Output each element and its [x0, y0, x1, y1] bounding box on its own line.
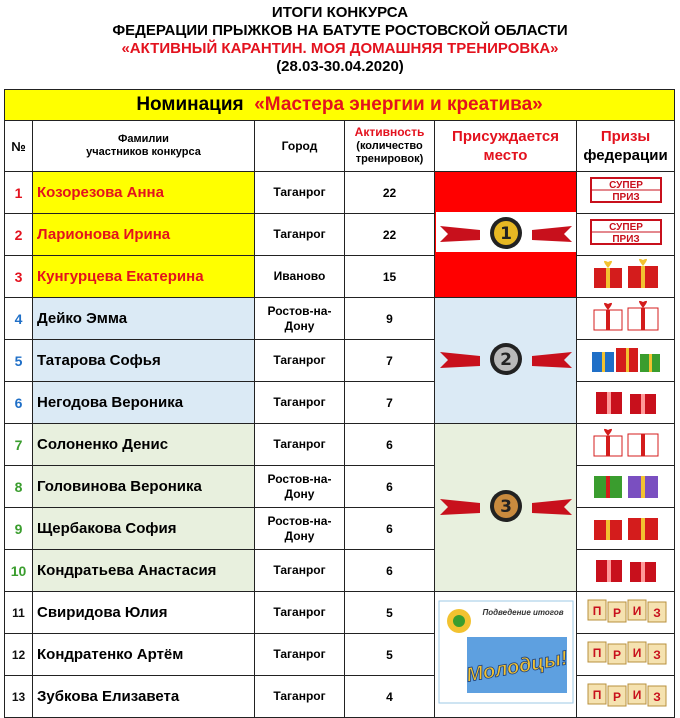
row-num: 9	[5, 508, 33, 550]
place-third-cell	[435, 424, 577, 592]
priz-letter-4: З	[652, 606, 661, 620]
row-activity: 5	[345, 592, 435, 634]
place-card-cell	[435, 592, 577, 718]
row-activity: 4	[345, 676, 435, 718]
row-city: Таганрог	[255, 382, 345, 424]
nomination-title: «Мастера энергии и креатива»	[254, 94, 543, 115]
row-num: 1	[5, 172, 33, 214]
col-prizes	[577, 121, 675, 172]
table-row	[5, 424, 675, 466]
second-place-number: 2	[499, 350, 512, 370]
prize-cell	[577, 466, 675, 508]
prize-cell	[577, 550, 675, 592]
prize-cell	[577, 424, 675, 466]
second-place-ribbon-icon	[436, 338, 576, 378]
row-city: Ростов-на-Дону	[255, 466, 345, 508]
col-prizes-line1: Призы	[600, 128, 651, 145]
row-num: 8	[5, 466, 33, 508]
row-num: 5	[5, 340, 33, 382]
row-city: Таганрог	[255, 676, 345, 718]
gift-boxes-icon	[586, 424, 666, 460]
priz-letter-2: Р	[612, 606, 621, 620]
place-second-cell	[435, 298, 577, 424]
nomination-prefix: Номинация	[136, 94, 244, 115]
row-num: 2	[5, 214, 33, 256]
super-label: СУПЕР	[608, 180, 643, 191]
row-name: Кунгурцева Екатерина	[33, 256, 255, 298]
col-prizes-line2: федерации	[583, 147, 668, 164]
row-name: Ларионова Ирина	[33, 214, 255, 256]
row-name: Негодова Вероника	[33, 382, 255, 424]
row-num: 6	[5, 382, 33, 424]
place-first-cell	[435, 172, 577, 298]
row-name: Кондратенко Артём	[33, 634, 255, 676]
row-activity: 15	[345, 256, 435, 298]
col-name-line2: участников конкурса	[86, 146, 201, 158]
column-header-row	[5, 121, 675, 172]
prize-cell	[577, 382, 675, 424]
row-name: Головинова Вероника	[33, 466, 255, 508]
col-name-line1: Фамилии	[118, 133, 169, 145]
priz-letter-2: Р	[612, 690, 621, 704]
col-activity-line1: Активность	[354, 125, 425, 139]
super-label: СУПЕР	[608, 222, 643, 233]
row-name: Солоненко Денис	[33, 424, 255, 466]
priz-letter-1: П	[592, 604, 601, 618]
col-city: Город	[255, 121, 345, 172]
row-activity: 6	[345, 508, 435, 550]
gift-boxes-icon	[586, 382, 666, 418]
row-num: 12	[5, 634, 33, 676]
header-line-1: ИТОГИ КОНКУРСА	[271, 4, 409, 21]
super-prize-icon	[581, 172, 671, 208]
gift-boxes-icon	[586, 550, 666, 586]
prize-cell	[577, 298, 675, 340]
table-row	[5, 592, 675, 634]
prize-cell	[577, 508, 675, 550]
row-activity: 7	[345, 382, 435, 424]
row-num: 11	[5, 592, 33, 634]
nomination-banner	[5, 90, 675, 121]
row-city: Ростов-на-Дону	[255, 508, 345, 550]
row-activity: 9	[345, 298, 435, 340]
header-dates: (28.03-30.04.2020)	[276, 58, 404, 75]
priz-letter-4: З	[652, 648, 661, 662]
row-num: 3	[5, 256, 33, 298]
third-place-ribbon-icon	[436, 485, 576, 525]
card-caption: Подведение итогов	[481, 608, 564, 617]
row-activity: 7	[345, 340, 435, 382]
row-activity: 22	[345, 172, 435, 214]
prize-cell	[577, 676, 675, 718]
priz-letter-3: И	[632, 604, 641, 618]
row-num: 4	[5, 298, 33, 340]
row-activity: 6	[345, 424, 435, 466]
priz-letter-1: П	[592, 646, 601, 660]
col-place-line2: место	[483, 147, 528, 164]
prize-cell	[577, 214, 675, 256]
row-city: Иваново	[255, 256, 345, 298]
row-num: 13	[5, 676, 33, 718]
row-activity: 6	[345, 550, 435, 592]
col-place-line1: Присуждается	[452, 128, 559, 145]
priz-tiles-icon	[584, 592, 668, 628]
priz-letter-1: П	[592, 688, 601, 702]
table-row	[5, 298, 675, 340]
priz-letter-4: З	[652, 690, 661, 704]
row-activity: 5	[345, 634, 435, 676]
priz-letter-2: Р	[612, 648, 621, 662]
gift-boxes-icon	[586, 466, 666, 502]
prize-label: ПРИЗ	[611, 192, 640, 203]
row-name: Свиридова Юлия	[33, 592, 255, 634]
priz-letter-3: И	[632, 646, 641, 660]
row-num: 10	[5, 550, 33, 592]
prize-cell	[577, 172, 675, 214]
row-city: Таганрог	[255, 592, 345, 634]
header-line-3: «АКТИВНЫЙ КАРАНТИН. МОЯ ДОМАШНЯЯ ТРЕНИРОВКА»	[121, 40, 559, 57]
header-line-2: ФЕДЕРАЦИИ ПРЫЖКОВ НА БАТУТЕ РОСТОВСКОЙ ОБЛАСТИ	[112, 22, 568, 39]
well-done-card-icon	[437, 597, 575, 707]
col-name	[33, 121, 255, 172]
row-city: Таганрог	[255, 172, 345, 214]
col-activity-line2: (количество	[356, 140, 423, 152]
gift-boxes-icon	[586, 508, 666, 544]
third-place-number: 3	[499, 497, 512, 517]
prize-cell	[577, 340, 675, 382]
table-row	[5, 172, 675, 214]
prize-cell	[577, 634, 675, 676]
row-name: Козорезова Анна	[33, 172, 255, 214]
prize-cell	[577, 592, 675, 634]
row-num: 7	[5, 424, 33, 466]
priz-letter-3: И	[632, 688, 641, 702]
prize-cell	[577, 256, 675, 298]
super-prize-icon	[581, 214, 671, 250]
gift-boxes-icon	[586, 256, 666, 292]
row-city: Ростов-на-Дону	[255, 298, 345, 340]
gift-boxes-icon	[586, 340, 666, 376]
results-table	[4, 89, 675, 718]
first-place-number: 1	[499, 224, 512, 244]
row-activity: 6	[345, 466, 435, 508]
row-city: Таганрог	[255, 214, 345, 256]
row-city: Таганрог	[255, 550, 345, 592]
row-name: Щербакова София	[33, 508, 255, 550]
col-activity-line3: тренировок)	[355, 153, 424, 165]
row-city: Таганрог	[255, 634, 345, 676]
row-name: Татарова Софья	[33, 340, 255, 382]
col-activity	[345, 121, 435, 172]
priz-tiles-icon	[584, 676, 668, 712]
first-place-ribbon-icon	[436, 212, 576, 252]
row-city: Таганрог	[255, 340, 345, 382]
gift-boxes-icon	[586, 298, 666, 334]
row-name: Дейко Эмма	[33, 298, 255, 340]
report-header	[0, 4, 680, 76]
col-num: №	[5, 121, 33, 172]
prize-label: ПРИЗ	[611, 234, 640, 245]
row-name: Кондратьева Анастасия	[33, 550, 255, 592]
priz-tiles-icon	[584, 634, 668, 670]
card-text: Молодцы!	[464, 647, 569, 687]
row-name: Зубкова Елизавета	[33, 676, 255, 718]
row-city: Таганрог	[255, 424, 345, 466]
col-place	[435, 121, 577, 172]
row-activity: 22	[345, 214, 435, 256]
